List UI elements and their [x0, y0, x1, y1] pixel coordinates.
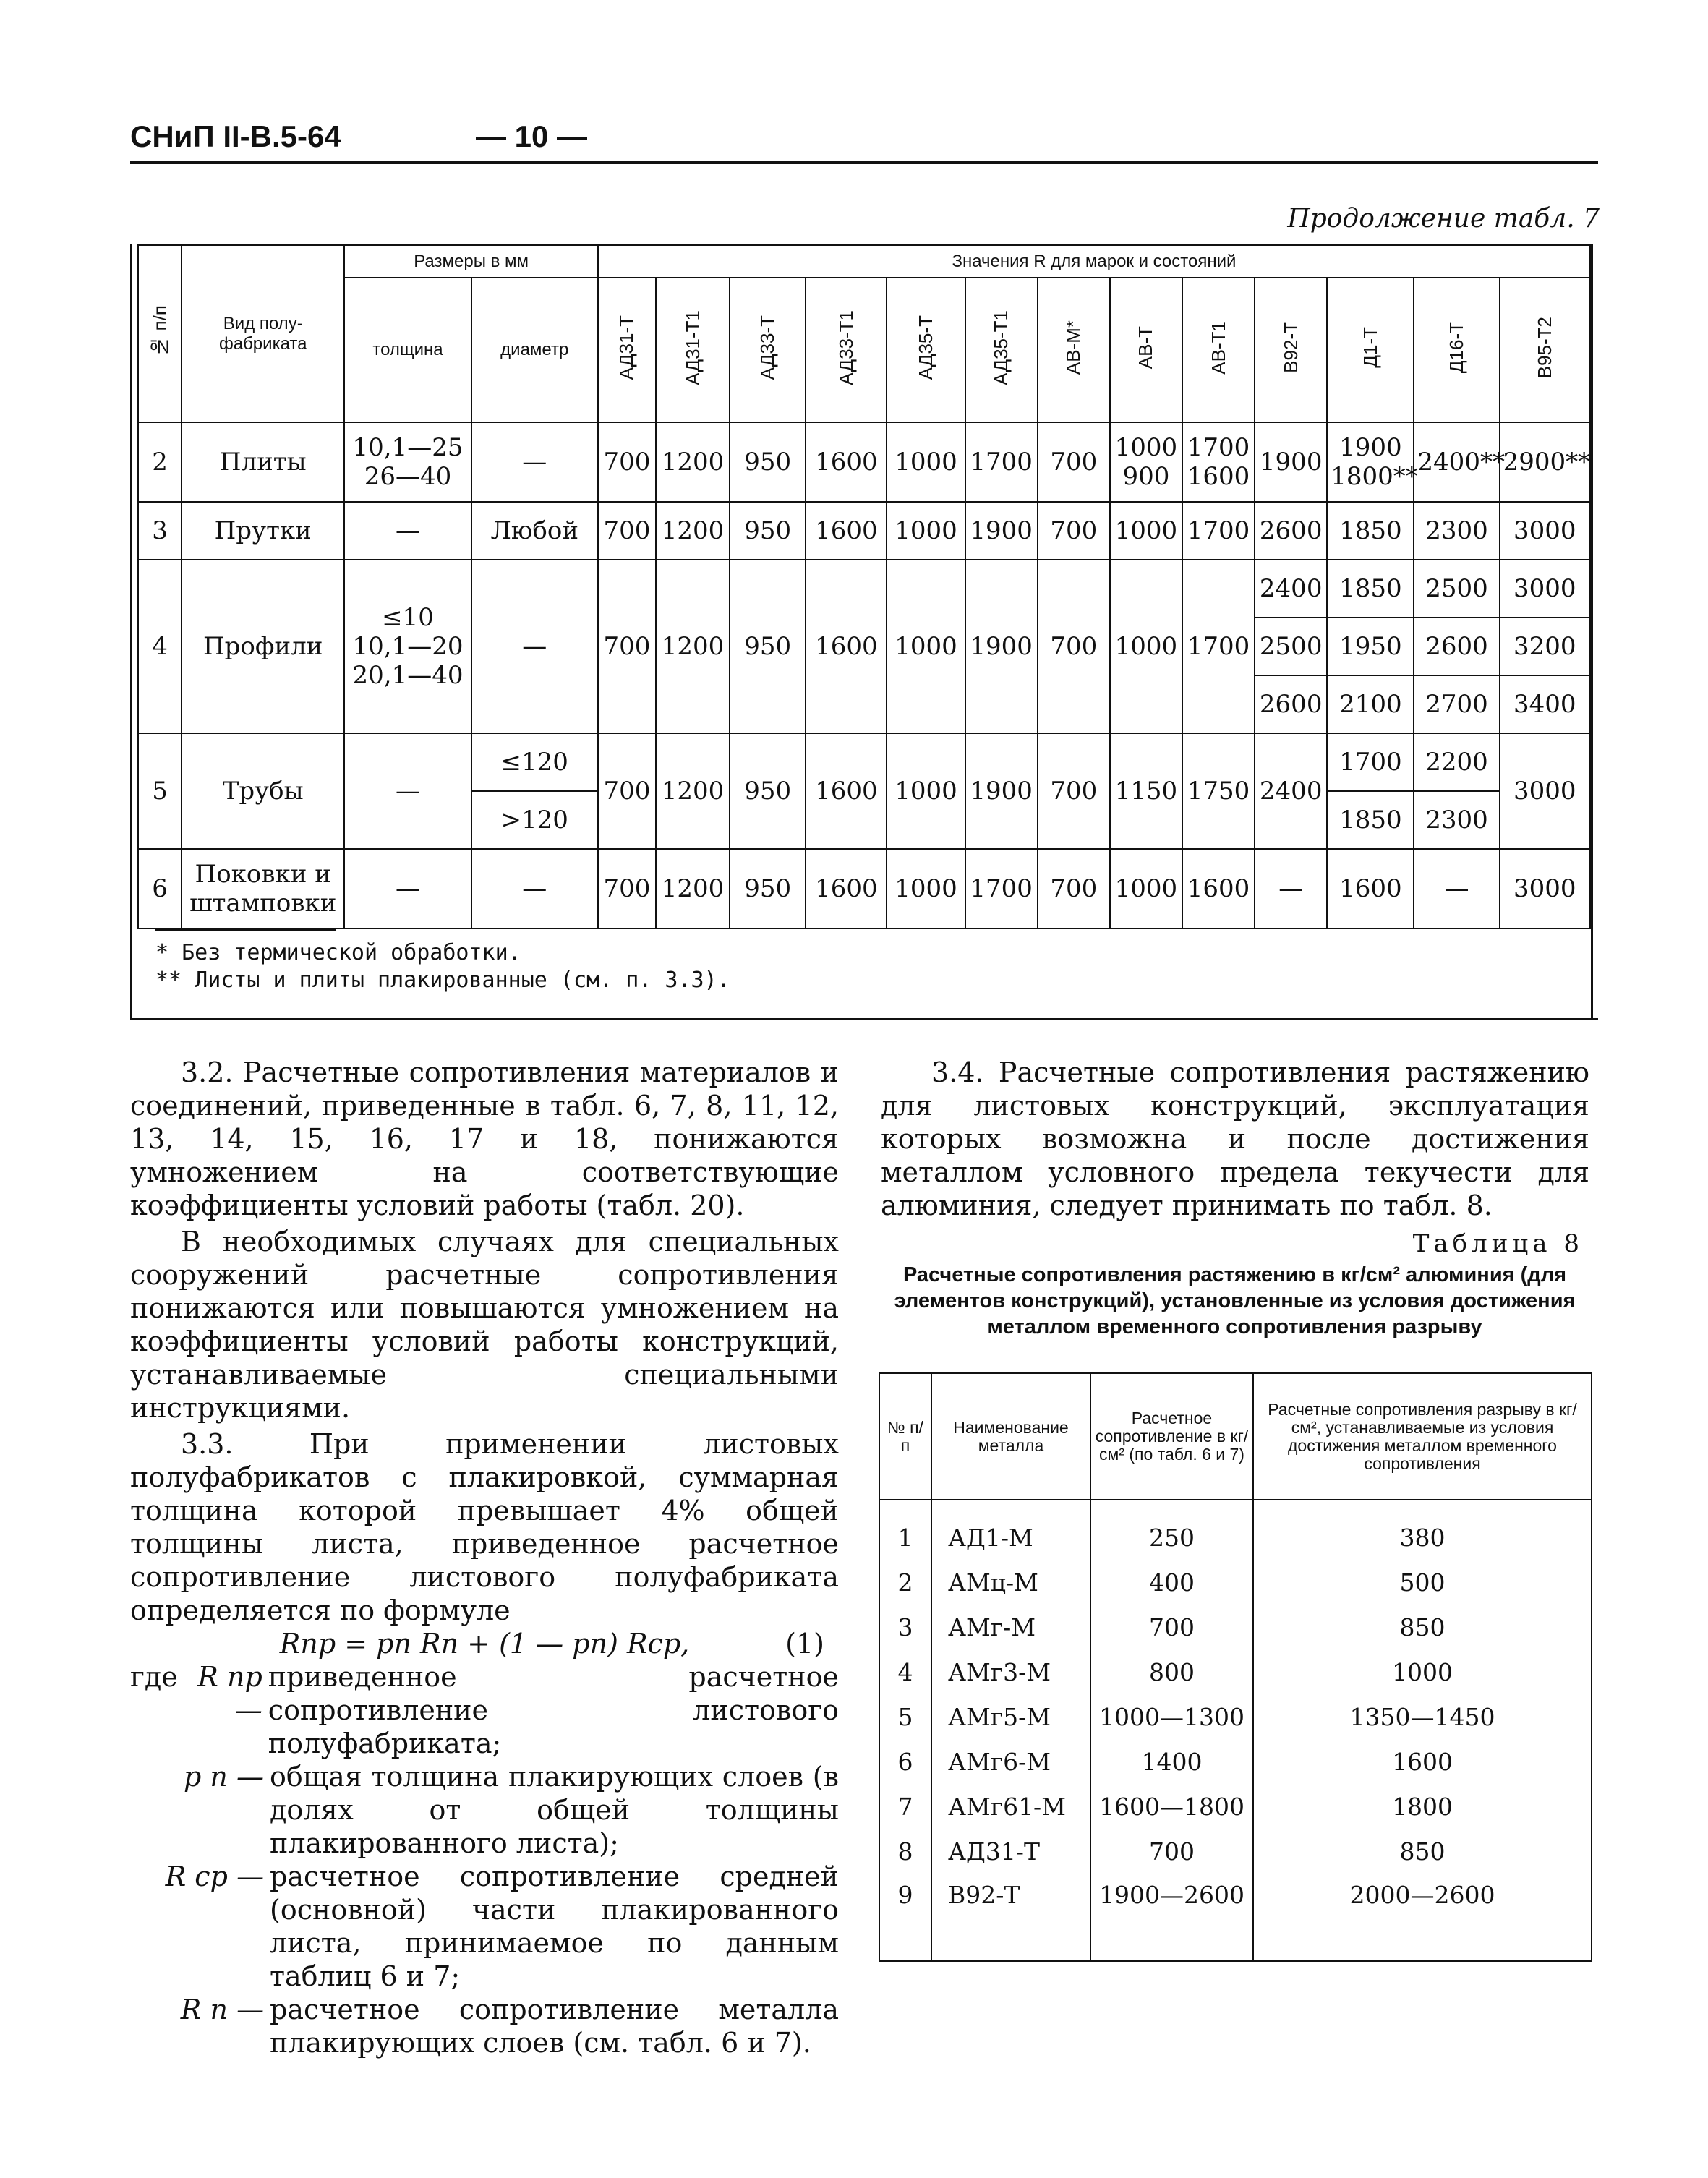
cell-value: 950 — [730, 422, 806, 502]
cell-value: 1000 — [887, 733, 965, 849]
cell-thickness: — — [344, 502, 471, 560]
definition-r-pr — [130, 1660, 839, 1760]
cell-value: 1600 — [1253, 1739, 1592, 1784]
cell-name: АД31-Т — [931, 1829, 1090, 1874]
definition-r-p — [130, 1993, 839, 2059]
cell-type: Профили — [182, 560, 344, 733]
cell-value: 1000 — [887, 502, 965, 560]
cell-value: 1700 — [1182, 502, 1255, 560]
cell-diameter: >120 — [471, 791, 598, 849]
col-diameter-header: диаметр — [471, 278, 598, 422]
cell-value: 1600 — [1327, 849, 1414, 928]
cell-type: Прутки — [182, 502, 344, 560]
cell-value: 250 — [1090, 1500, 1253, 1560]
table-row — [138, 849, 1590, 928]
cell-value: 1000 — [1110, 560, 1182, 733]
cell-diameter: ≤120 — [471, 733, 598, 791]
cell-value: 1800 — [1253, 1784, 1592, 1829]
cell-value: 3000 — [1500, 849, 1590, 928]
frame-bottom-border — [130, 1018, 1598, 1020]
cell-value: 800 — [1090, 1649, 1253, 1694]
table-row — [879, 1560, 1592, 1605]
table-row — [879, 1694, 1592, 1739]
cell-value: 400 — [1090, 1560, 1253, 1605]
grade-header: АД31-Т1 — [656, 278, 730, 422]
cell-value: 700 — [598, 733, 656, 849]
cell-number: 2 — [138, 422, 182, 502]
values-group-header: Значения R для марок и состояний — [598, 245, 1590, 278]
cell-value: 1900—2600 — [1090, 1874, 1253, 1961]
cell-value: 1200 — [656, 560, 730, 733]
cell-value: 1700 — [965, 849, 1038, 928]
cell-value: 850 — [1253, 1605, 1592, 1649]
cell-value: 1700 — [965, 422, 1038, 502]
cell-diameter: Любой — [471, 502, 598, 560]
cell-number: 4 — [138, 560, 182, 733]
frame-left-border — [130, 244, 132, 1018]
cell-value: 1000 — [1110, 849, 1182, 928]
definition-text: общая толщина плакирующих слоев (в долях от общей толщины плакированного листа); — [270, 1761, 839, 1859]
table-row — [879, 1874, 1592, 1961]
grade-header: Д16-Т — [1414, 278, 1499, 422]
definition-text: расчетное сопротивление средней (основной) части плакированного листа, принимаемое по данным таблиц 6 и 7; — [270, 1861, 839, 1992]
sizes-group-header: Размеры в мм — [344, 245, 597, 278]
table-continuation-label: Продолжение табл. 7 — [1287, 204, 1600, 234]
cell-value: 700 — [598, 422, 656, 502]
footnote-2: ** Листы и плиты плакированные (см. п. 3.3). — [155, 968, 730, 993]
cell-value: 1000 — [1253, 1649, 1592, 1694]
cell-value: 1000 900 — [1110, 422, 1182, 502]
grade-header: АВ-Т1 — [1182, 278, 1255, 422]
cell-number: 1 — [879, 1500, 931, 1560]
cell-value: 1200 — [656, 733, 730, 849]
cell-number: 5 — [879, 1694, 931, 1739]
cell-name: АМг-М — [931, 1605, 1090, 1649]
table-row — [879, 1739, 1592, 1784]
cell-value: 1950 — [1327, 618, 1414, 675]
definition-symbol: R п — — [180, 1994, 264, 2025]
cell-value: 500 — [1253, 1560, 1592, 1605]
cell-diameter: — — [471, 560, 598, 733]
cell-number: 2 — [879, 1560, 931, 1605]
cell-number: 5 — [138, 733, 182, 849]
cell-value: — — [1414, 849, 1499, 928]
table-8-label: Таблица 8 — [1412, 1229, 1584, 1258]
cell-value: 950 — [730, 733, 806, 849]
cell-value: 700 — [598, 502, 656, 560]
cell-value: 700 — [1038, 502, 1110, 560]
cell-value: — — [1255, 849, 1327, 928]
footnote-rule — [155, 929, 336, 931]
cell-value: 3200 — [1500, 618, 1590, 675]
col-rupture-header: Расчетные сопротивления разрыву в кг/см², устанавливаемые из условия достижения металлом временного сопротивления — [1253, 1373, 1592, 1500]
cell-value: 1600 — [806, 422, 887, 502]
cell-value: 2000—2600 — [1253, 1874, 1592, 1961]
grade-header: АВ-Т — [1110, 278, 1182, 422]
table-row — [879, 1649, 1592, 1694]
cell-value: 700 — [1038, 560, 1110, 733]
cell-value: 1600 — [1182, 849, 1255, 928]
frame-right-border — [1591, 244, 1593, 1018]
cell-value: 3000 — [1500, 733, 1590, 849]
table-row — [138, 422, 1590, 502]
footnote-1: * Без термической обработки. — [155, 940, 521, 965]
cell-value: 1900 — [965, 502, 1038, 560]
cell-value: 2700 — [1414, 675, 1499, 733]
cell-thickness: ≤10 10,1—20 20,1—40 — [344, 560, 471, 733]
col-thickness-header: толщина — [344, 278, 471, 422]
cell-value: 380 — [1253, 1500, 1592, 1560]
cell-number: 6 — [138, 849, 182, 928]
cell-name: В92-Т — [931, 1874, 1090, 1961]
formula-text: Rпр = pп Rп + (1 — pп) Rср, — [279, 1628, 690, 1660]
cell-thickness: 10,1—25 26—40 — [344, 422, 471, 502]
table-row — [138, 502, 1590, 560]
grade-header: В95-Т2 — [1500, 278, 1590, 422]
table-row — [879, 1500, 1592, 1560]
cell-diameter: — — [471, 422, 598, 502]
cell-value: 1350—1450 — [1253, 1694, 1592, 1739]
grade-header: АД33-Т — [730, 278, 806, 422]
paragraph-3-4: 3.4. Расчетные сопротивления растяжению для листовых конструкций, эксплуатация которых возможна и после достижения металлом условного предела текучести для алюминия, следует принимать по табл. 8. — [881, 1056, 1589, 1221]
where-label: где — [130, 1661, 178, 1693]
cell-value: 1900 — [1255, 422, 1327, 502]
cell-number: 4 — [879, 1649, 931, 1694]
cell-number: 3 — [138, 502, 182, 560]
cell-diameter: — — [471, 849, 598, 928]
cell-value: 1600 — [806, 733, 887, 849]
cell-value: 1000—1300 — [1090, 1694, 1253, 1739]
cell-value: 1700 1600 — [1182, 422, 1255, 502]
cell-name: АД1-М — [931, 1500, 1090, 1560]
cell-name: АМг5-М — [931, 1694, 1090, 1739]
definition-r-sr — [130, 1860, 839, 1993]
cell-value: 700 — [1090, 1605, 1253, 1649]
cell-value: 2900** — [1500, 422, 1590, 502]
grade-header: АД35-Т1 — [965, 278, 1038, 422]
table-row — [138, 560, 1590, 618]
grade-header: Д1-Т — [1327, 278, 1414, 422]
cell-name: АМг61-М — [931, 1784, 1090, 1829]
cell-value: 2200 — [1414, 733, 1499, 791]
cell-value: 2600 — [1255, 502, 1327, 560]
page-number: — 10 — — [475, 119, 588, 153]
cell-value: 3400 — [1500, 675, 1590, 733]
cell-value: 1200 — [656, 422, 730, 502]
cell-value: 2600 — [1255, 675, 1327, 733]
paragraph-3-3: 3.3. При применении листовых полуфабрикатов с плакировкой, суммарная толщина которой превышает 4% общей толщины листа, приведенное расчетное сопротивление листового полуфабриката определяется по формуле — [130, 1428, 839, 1626]
cell-value: 2400** — [1414, 422, 1499, 502]
grade-header: АД33-Т1 — [806, 278, 887, 422]
table-8 — [879, 1372, 1592, 1962]
col-number-header: № п/п — [879, 1373, 931, 1500]
table-7 — [137, 244, 1591, 929]
cell-value: 700 — [598, 849, 656, 928]
definition-p-p — [130, 1760, 839, 1860]
cell-value: 1850 — [1327, 502, 1414, 560]
cell-number: 9 — [879, 1874, 931, 1961]
table-row — [879, 1605, 1592, 1649]
definition-symbol: R ср — — [165, 1861, 264, 1892]
cell-value: 1900 1800** — [1327, 422, 1414, 502]
cell-value: 3000 — [1500, 502, 1590, 560]
cell-value: 950 — [730, 560, 806, 733]
grade-header: АВ-М* — [1038, 278, 1110, 422]
cell-number: 8 — [879, 1829, 931, 1874]
cell-value: 1600—1800 — [1090, 1784, 1253, 1829]
cell-value: 1400 — [1090, 1739, 1253, 1784]
cell-value: 1850 — [1327, 791, 1414, 849]
cell-value: 1850 — [1327, 560, 1414, 618]
table-row — [879, 1784, 1592, 1829]
table-row — [138, 733, 1590, 791]
cell-thickness: — — [344, 849, 471, 928]
table-row — [879, 1829, 1592, 1874]
paragraph-3-2-cont: В необходимых случаях для специальных сооружений расчетные сопротивления понижаются или повышаются умножением на коэффициенты условий работы конструкций, устанавливаемые специальными инструкциями. — [130, 1226, 839, 1424]
cell-name: АМц-М — [931, 1560, 1090, 1605]
cell-value: 700 — [1038, 733, 1110, 849]
cell-thickness: — — [344, 733, 471, 849]
cell-value: 2500 — [1255, 618, 1327, 675]
cell-value: 1000 — [887, 849, 965, 928]
grade-header: АД35-Т — [887, 278, 965, 422]
col-type-header: Вид полу- фабриката — [182, 245, 344, 422]
col-number-header: № п/п — [138, 245, 182, 422]
cell-value: 950 — [730, 849, 806, 928]
cell-value: 1900 — [965, 560, 1038, 733]
cell-value: 700 — [598, 560, 656, 733]
cell-type: Поковки и штамповки — [182, 849, 344, 928]
cell-value: 2300 — [1414, 502, 1499, 560]
definition-symbol: p п — — [184, 1761, 264, 1793]
cell-number: 3 — [879, 1605, 931, 1649]
cell-type: Плиты — [182, 422, 344, 502]
cell-value: 1900 — [965, 733, 1038, 849]
cell-value: 1700 — [1327, 733, 1414, 791]
cell-value: 2400 — [1255, 733, 1327, 849]
table-8-title: Расчетные сопротивления растяжению в кг/см² алюминия (для элементов конструкций), установленные из условия достижения металлом временного сопротивления разрыву — [894, 1263, 1576, 1338]
definition-text: расчетное сопротивление металла плакирующих слоев (см. табл. 6 и 7). — [270, 1994, 839, 2059]
cell-value: 1750 — [1182, 733, 1255, 849]
cell-value: 1000 — [887, 422, 965, 502]
header-rule — [130, 161, 1598, 164]
cell-value: 2600 — [1414, 618, 1499, 675]
paragraph-3-2: 3.2. Расчетные сопротивления материалов и соединений, приведенные в табл. 6, 7, 8, 11, 12, 13, 14, 15, 16, 17 и 18, понижаются умножением на соответствующие коэффициенты условий работы (табл. 20). — [130, 1056, 839, 1221]
cell-number: 6 — [879, 1739, 931, 1784]
cell-value: 850 — [1253, 1829, 1592, 1874]
cell-name: АМг6-М — [931, 1739, 1090, 1784]
cell-number: 7 — [879, 1784, 931, 1829]
definition-symbol: R пр — — [197, 1661, 262, 1726]
cell-value: 3000 — [1500, 560, 1590, 618]
cell-value: 700 — [1038, 849, 1110, 928]
cell-name: АМг3-М — [931, 1649, 1090, 1694]
right-column — [881, 1056, 1589, 1222]
col-name-header: Наименование металла — [931, 1373, 1090, 1500]
cell-value: 1000 — [887, 560, 965, 733]
definition-text: приведенное расчетное сопротивление листового полуфабриката; — [268, 1661, 839, 1759]
grade-header: АД31-Т — [598, 278, 656, 422]
cell-value: 1200 — [656, 849, 730, 928]
cell-value: 2400 — [1255, 560, 1327, 618]
cell-value: 1600 — [806, 849, 887, 928]
cell-value: 950 — [730, 502, 806, 560]
cell-value: 1000 — [1110, 502, 1182, 560]
cell-value: 1600 — [806, 502, 887, 560]
cell-value: 1150 — [1110, 733, 1182, 849]
cell-value: 700 — [1038, 422, 1110, 502]
document-code: СНиП II-В.5-64 — [130, 119, 341, 153]
cell-value: 2100 — [1327, 675, 1414, 733]
col-resistance-header: Расчетное сопротивление в кг/см² (по табл. 6 и 7) — [1090, 1373, 1253, 1500]
cell-type: Трубы — [182, 733, 344, 849]
left-column — [130, 1056, 839, 2059]
cell-value: 700 — [1090, 1829, 1253, 1874]
formula-1 — [130, 1627, 839, 1660]
grade-header: В92-Т — [1255, 278, 1327, 422]
cell-value: 1200 — [656, 502, 730, 560]
cell-value: 2300 — [1414, 791, 1499, 849]
cell-value: 1600 — [806, 560, 887, 733]
cell-value: 2500 — [1414, 560, 1499, 618]
formula-number: (1) — [785, 1628, 824, 1660]
cell-value: 1700 — [1182, 560, 1255, 733]
